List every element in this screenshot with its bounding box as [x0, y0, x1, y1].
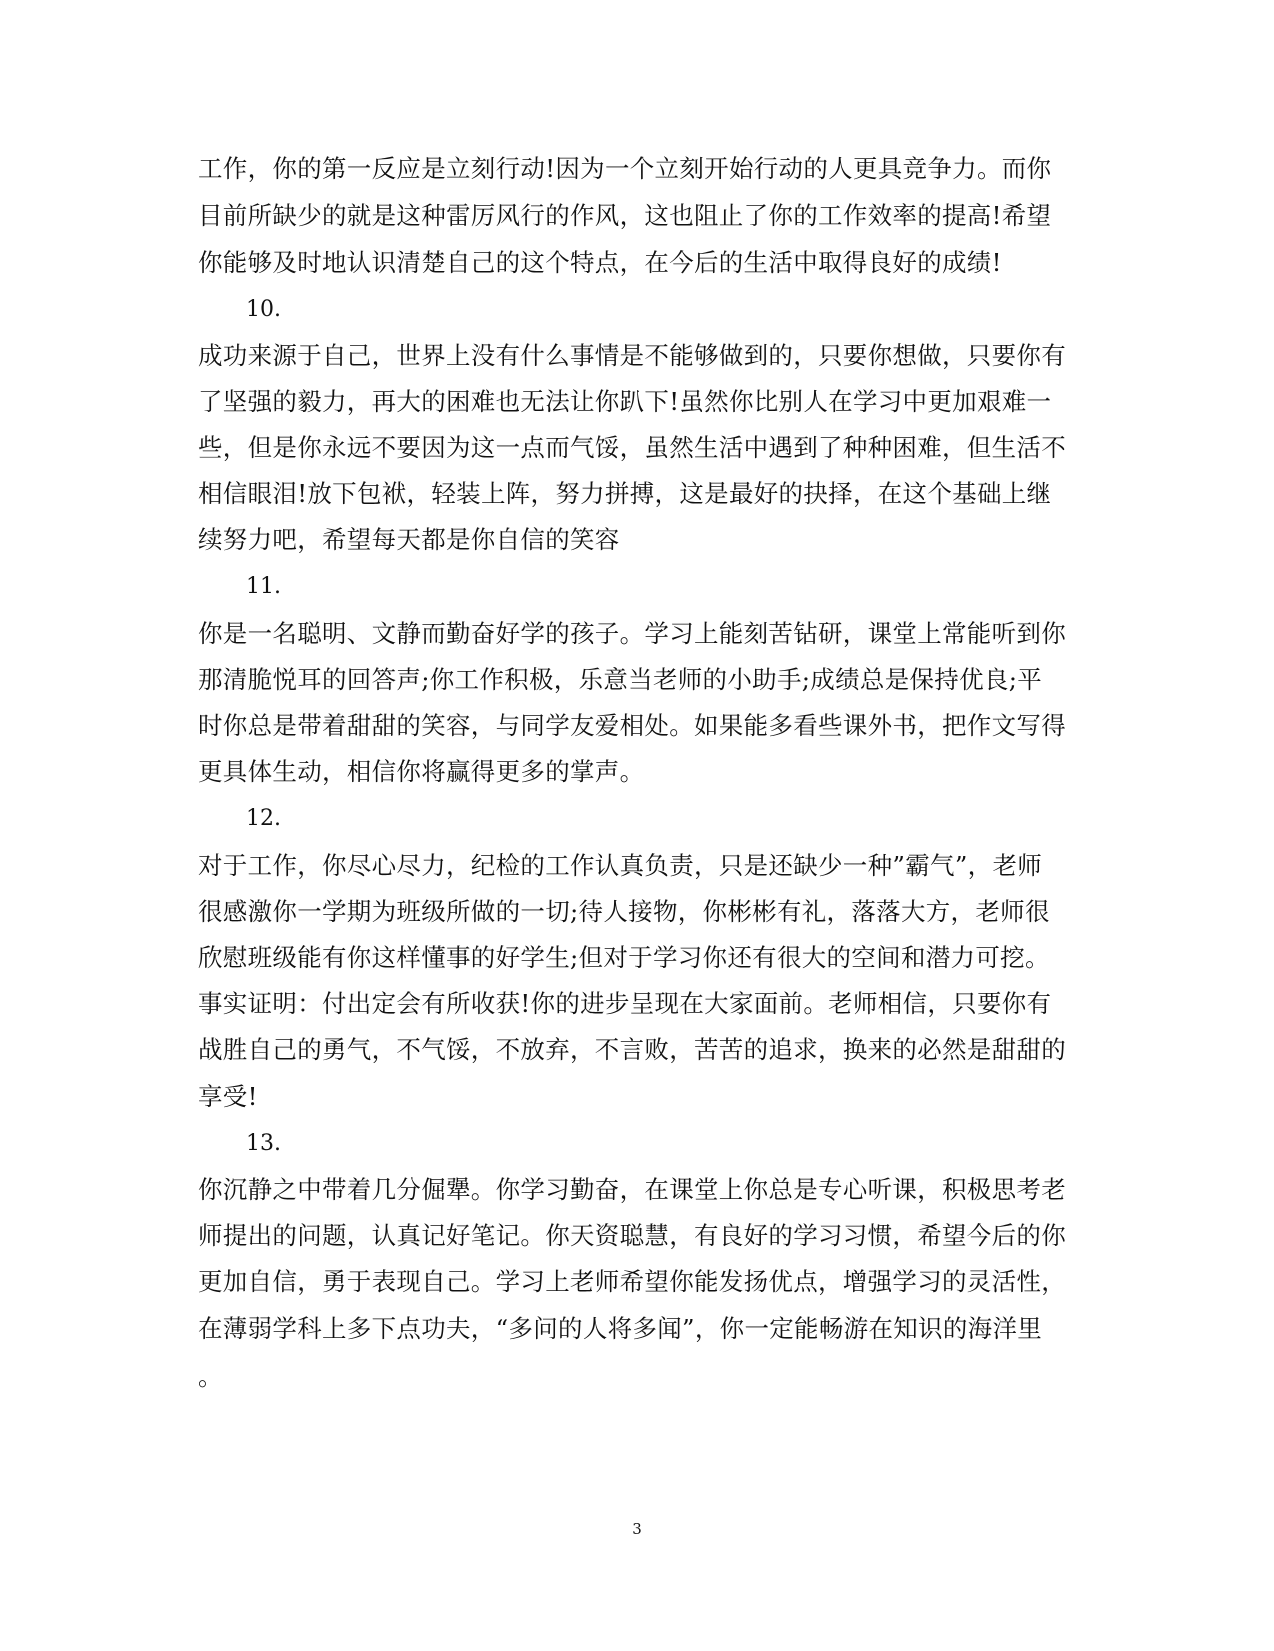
text-line: 你是一名聪明、文静而勤奋好学的孩子。学习上能刻苦钻研，课堂上常能听到你: [198, 619, 1066, 648]
page-number: 3: [632, 1520, 642, 1538]
text-line: 欣慰班级能有你这样懂事的好学生;但对于学习你还有很大的空间和潜力可挖。: [198, 943, 1050, 972]
text-line: 。: [198, 1362, 223, 1391]
item-number: 12.: [246, 806, 281, 831]
text-line: 很感激你一学期为班级所做的一切;待人接物，你彬彬有礼，落落大方，老师很: [198, 897, 1050, 926]
text-line: 你能够及时地认识清楚自己的这个特点，在今后的生活中取得良好的成绩!: [198, 248, 1002, 277]
item-number: 10.: [246, 297, 281, 322]
text-line: 事实证明：付出定会有所收获!你的进步呈现在大家面前。老师相信，只要你有: [198, 989, 1052, 1018]
text-line: 更具体生动，相信你将赢得更多的掌声。: [198, 757, 645, 786]
text-line: 相信眼泪!放下包袱，轻装上阵，努力拼搏，这是最好的抉择，在这个基础上继: [198, 479, 1052, 508]
text-line: 战胜自己的勇气，不气馁，不放弃，不言败，苦苦的追求，换来的必然是甜甜的: [198, 1035, 1066, 1064]
text-line: 时你总是带着甜甜的笑容，与同学友爱相处。如果能多看些课外书，把作文写得: [198, 711, 1066, 740]
item-number: 11.: [246, 574, 281, 599]
text-line: 了坚强的毅力，再大的困难也无法让你趴下!虽然你比别人在学习中更加艰难一: [198, 387, 1052, 416]
text-line: 续努力吧，希望每天都是你自信的笑容: [198, 525, 620, 554]
text-line: 享受!: [198, 1082, 258, 1111]
text-line: 你沉静之中带着几分倔犟。你学习勤奋，在课堂上你总是专心听课，积极思考老: [198, 1175, 1066, 1204]
text-line: 对于工作，你尽心尽力，纪检的工作认真负责，只是还缺少一种”霸气”，老师: [198, 851, 1043, 880]
text-line: 师提出的问题，认真记好笔记。你天资聪慧，有良好的学习习惯，希望今后的你: [198, 1221, 1066, 1250]
text-line: 在薄弱学科上多下点功夫，“多问的人将多闻”，你一定能畅游在知识的海洋里: [198, 1314, 1043, 1343]
item-number: 13.: [246, 1131, 281, 1156]
text-line: 成功来源于自己，世界上没有什么事情是不能够做到的，只要你想做，只要你有: [198, 341, 1066, 370]
text-line: 工作，你的第一反应是立刻行动!因为一个立刻开始行动的人更具竞争力。而你: [198, 154, 1052, 183]
text-line: 更加自信，勇于表现自己。学习上老师希望你能发扬优点，增强学习的灵活性，: [198, 1267, 1066, 1296]
text-line: 目前所缺少的就是这种雷厉风行的作风，这也阻止了你的工作效率的提高!希望: [198, 201, 1052, 230]
text-line: 些，但是你永远不要因为这一点而气馁，虽然生活中遇到了种种困难，但生活不: [198, 433, 1066, 462]
text-line: 那清脆悦耳的回答声;你工作积极，乐意当老师的小助手;成绩总是保持优良;平: [198, 665, 1043, 694]
